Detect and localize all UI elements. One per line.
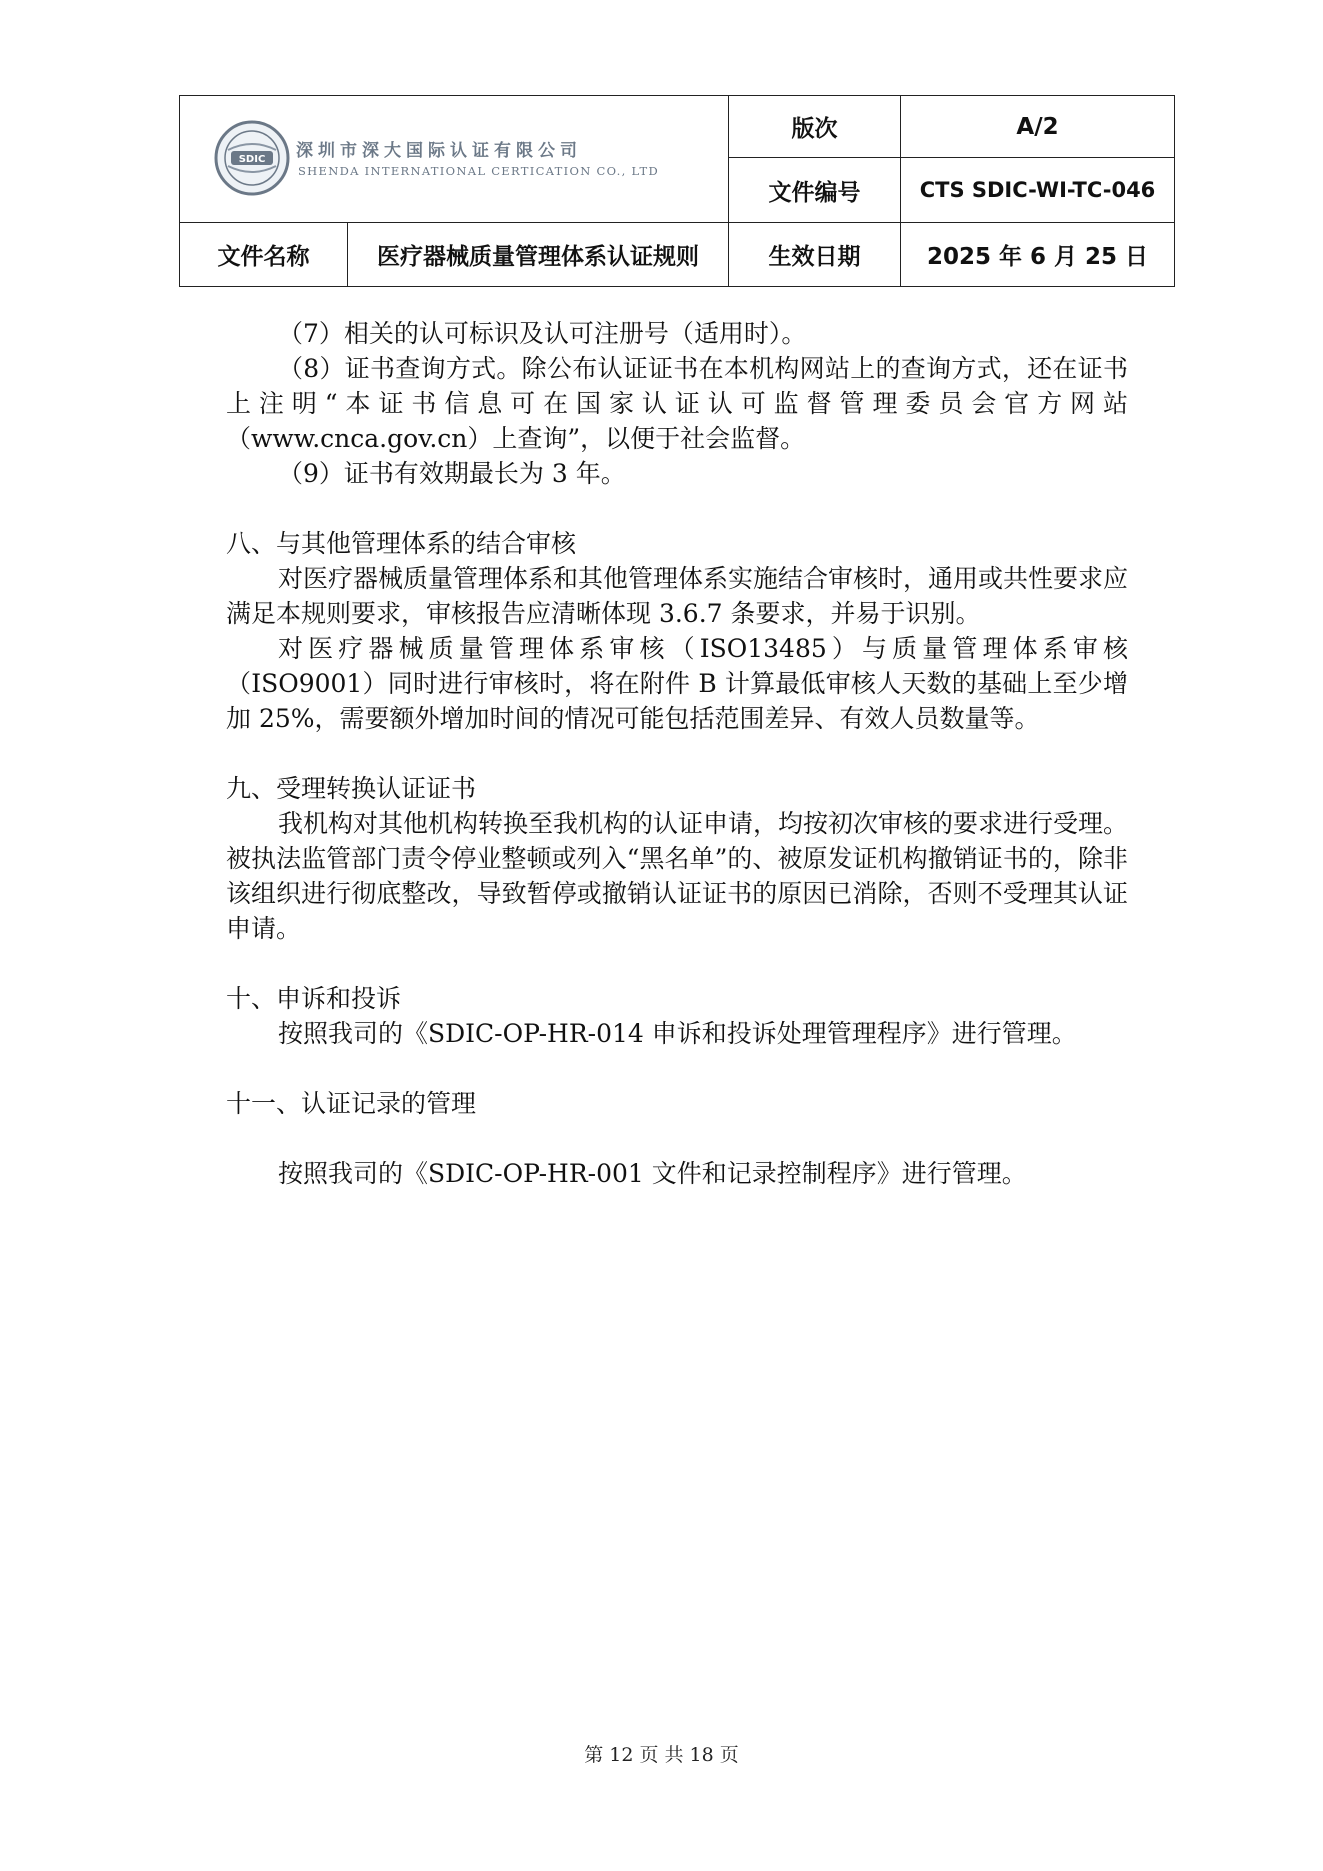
section-heading: 九、受理转换认证证书	[226, 774, 477, 803]
company-name-cn: 深圳市深大国际认证有限公司	[296, 141, 582, 161]
company-seal-icon	[214, 120, 290, 196]
paragraph: 按照我司的《SDIC-OP-HR-014 申诉和投诉处理管理程序》进行管理。	[278, 1019, 1077, 1048]
list-item: （8）证书查询方式。除公布认证证书在本机构网站上的查询方式，还在证书上注明“本证书信息可在国家认证认可监督管理委员会官方网站（www.cnca.gov.cn）上查询”，以便于社会监督。	[226, 354, 1128, 453]
logo-text: SDIC	[238, 154, 266, 165]
list-item: （7）相关的认可标识及认可注册号（适用时）。	[278, 319, 807, 348]
edition-value: A/2	[1016, 113, 1059, 140]
paragraph: 对医疗器械质量管理体系审核（ISO13485）与质量管理体系审核（ISO9001）同时进行审核时，将在附件 B 计算最低审核人天数的基础上至少增加 25%，需要额外增加时间的情况可能包括范围差异、有效人员数量等。	[226, 634, 1128, 733]
company-logo	[214, 120, 660, 200]
docname-label: 文件名称	[217, 244, 310, 270]
section-heading: 十、申诉和投诉	[226, 984, 402, 1013]
effective-value: 2025 年 6 月 25 日	[926, 244, 1149, 270]
page-number: 第 12 页 共 18 页	[584, 1744, 739, 1766]
document-header-table	[179, 95, 1175, 287]
docno-label: 文件编号	[768, 179, 861, 206]
section-heading: 十一、认证记录的管理	[226, 1089, 477, 1118]
edition-label: 版次	[791, 116, 838, 142]
docname-value: 医疗器械质量管理体系认证规则	[377, 244, 699, 270]
company-name-en: SHENDA INTERNATIONAL CERTICATION CO., LTD	[298, 164, 660, 178]
paragraph: 我机构对其他机构转换至我机构的认证申请，均按初次审核的要求进行受理。被执法监管部门责令停业整顿或列入“黑名单”的、被原发证机构撤销证书的，除非该组织进行彻底整改，导致暂停或撤销认证证书的原因已消除，否则不受理其认证申请。	[226, 809, 1129, 943]
document-body	[226, 316, 1128, 1191]
section-heading: 八、与其他管理体系的结合审核	[226, 529, 577, 558]
effective-label: 生效日期	[768, 244, 861, 270]
paragraph: 按照我司的《SDIC-OP-HR-001 文件和记录控制程序》进行管理。	[278, 1159, 1027, 1188]
docno-value: CTS SDIC-WI-TC-046	[919, 178, 1156, 202]
paragraph: 对医疗器械质量管理体系和其他管理体系实施结合审核时，通用或共性要求应满足本规则要求，审核报告应清晰体现 3.6.7 条要求，并易于识别。	[226, 564, 1129, 628]
list-item: （9）证书有效期最长为 3 年。	[278, 459, 626, 488]
